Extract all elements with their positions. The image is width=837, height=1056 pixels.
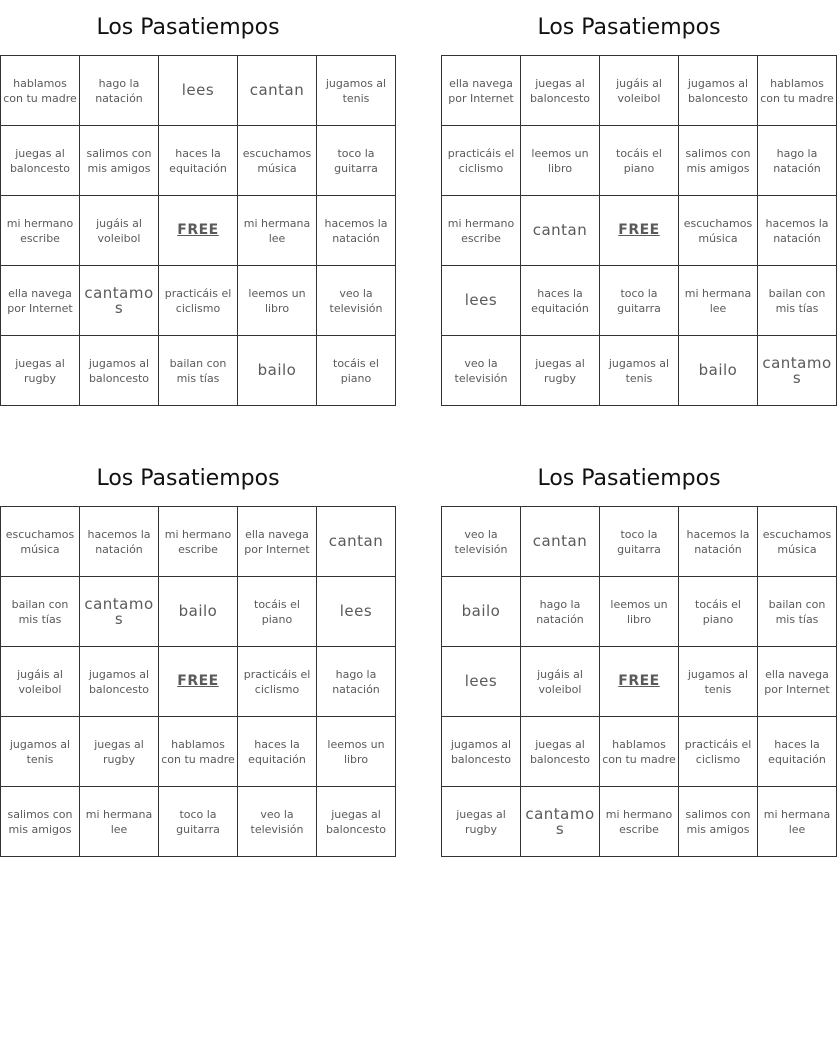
bingo-cell: lees <box>159 56 238 126</box>
bingo-cell: juegas al baloncesto <box>521 56 600 126</box>
grid-row <box>1 336 396 406</box>
bingo-cell: hacemos la natación <box>317 196 396 266</box>
bingo-cell: tocáis el piano <box>238 577 317 647</box>
bingo-cell: bailo <box>159 577 238 647</box>
bingo-cell: practicáis el ciclismo <box>442 126 521 196</box>
bingo-cell: cantamos <box>521 787 600 857</box>
bingo-cell: ella navega por Internet <box>442 56 521 126</box>
bingo-cell: hago la natación <box>80 56 159 126</box>
grid-row <box>442 126 837 196</box>
bingo-cell: tocáis el piano <box>317 336 396 406</box>
bingo-cell: hacemos la natación <box>80 507 159 577</box>
bingo-cell: juegas al rugby <box>442 787 521 857</box>
card-title: Los Pasatiempos <box>96 466 280 491</box>
bingo-cell: bailo <box>442 577 521 647</box>
bingo-cell: jugamos al tenis <box>600 336 679 406</box>
bingo-cell: jugáis al voleibol <box>521 647 600 717</box>
bingo-grid <box>0 55 396 406</box>
bingo-cell: hacemos la natación <box>679 507 758 577</box>
grid-row <box>1 266 396 336</box>
grid-row <box>442 196 837 266</box>
bingo-cell: salimos con mis amigos <box>1 787 80 857</box>
bingo-cell: salimos con mis amigos <box>80 126 159 196</box>
bingo-cell: lees <box>317 577 396 647</box>
bingo-cell: leemos un libro <box>521 126 600 196</box>
bingo-cell: mi hermano escribe <box>159 507 238 577</box>
bingo-cell: juegas al baloncesto <box>1 126 80 196</box>
bingo-cell: mi hermana lee <box>679 266 758 336</box>
bingo-cell: lees <box>442 647 521 717</box>
bingo-cell: mi hermano escribe <box>600 787 679 857</box>
bingo-cell: juegas al rugby <box>1 336 80 406</box>
bingo-cell: veo la televisión <box>442 507 521 577</box>
bingo-cell: bailan con mis tías <box>1 577 80 647</box>
grid-row <box>1 647 396 717</box>
bingo-cell: jugamos al baloncesto <box>80 336 159 406</box>
bingo-cell: bailo <box>238 336 317 406</box>
grid-row <box>442 787 837 857</box>
bingo-cell: juegas al baloncesto <box>521 717 600 787</box>
bingo-cell: toco la guitarra <box>600 266 679 336</box>
bingo-cell: practicáis el ciclismo <box>159 266 238 336</box>
bingo-cell: toco la guitarra <box>159 787 238 857</box>
bingo-cell: cantan <box>521 196 600 266</box>
bingo-cell: cantamos <box>80 266 159 336</box>
grid-row <box>442 56 837 126</box>
bingo-cell: jugamos al tenis <box>317 56 396 126</box>
bingo-cell: jugáis al voleibol <box>80 196 159 266</box>
card-title: Los Pasatiempos <box>96 15 280 40</box>
bingo-cell: jugamos al baloncesto <box>80 647 159 717</box>
bingo-cell: leemos un libro <box>317 717 396 787</box>
bingo-cell: cantan <box>521 507 600 577</box>
bingo-cell: hablamos con tu madre <box>159 717 238 787</box>
bingo-cell: ella navega por Internet <box>1 266 80 336</box>
grid-row <box>442 647 837 717</box>
card-title: Los Pasatiempos <box>537 15 721 40</box>
bingo-cell: haces la equitación <box>238 717 317 787</box>
bingo-cell: jugamos al baloncesto <box>442 717 521 787</box>
bingo-cell: haces la equitación <box>758 717 837 787</box>
bingo-cell: mi hermana lee <box>238 196 317 266</box>
bingo-cell: bailan con mis tías <box>758 577 837 647</box>
bingo-cell: jugáis al voleibol <box>600 56 679 126</box>
bingo-cell: hago la natación <box>317 647 396 717</box>
bingo-cell: salimos con mis amigos <box>679 126 758 196</box>
bingo-cell: bailo <box>679 336 758 406</box>
bingo-cell: mi hermano escribe <box>442 196 521 266</box>
bingo-cell: jugamos al baloncesto <box>679 56 758 126</box>
bingo-cell: toco la guitarra <box>317 126 396 196</box>
bingo-cell: leemos un libro <box>238 266 317 336</box>
bingo-cell: escuchamos música <box>1 507 80 577</box>
bingo-cell: veo la televisión <box>442 336 521 406</box>
bingo-cell: ella navega por Internet <box>238 507 317 577</box>
bingo-cell: escuchamos música <box>238 126 317 196</box>
bingo-cell: toco la guitarra <box>600 507 679 577</box>
bingo-cell: veo la televisión <box>238 787 317 857</box>
bingo-cell: bailan con mis tías <box>159 336 238 406</box>
bingo-cell: lees <box>442 266 521 336</box>
bingo-cell: hago la natación <box>521 577 600 647</box>
bingo-cell: hablamos con tu madre <box>1 56 80 126</box>
bingo-cell: mi hermana lee <box>758 787 837 857</box>
bingo-cell: practicáis el ciclismo <box>238 647 317 717</box>
card-title: Los Pasatiempos <box>537 466 721 491</box>
bingo-cell: cantamos <box>758 336 837 406</box>
bingo-cell: jugamos al tenis <box>1 717 80 787</box>
bingo-cell: cantamos <box>80 577 159 647</box>
bingo-cell: juegas al rugby <box>521 336 600 406</box>
bingo-cell: salimos con mis amigos <box>679 787 758 857</box>
bingo-cell: cantan <box>317 507 396 577</box>
bingo-cell: hablamos con tu madre <box>600 717 679 787</box>
grid-row <box>1 56 396 126</box>
free-space: FREE <box>600 196 679 266</box>
grid-row <box>1 507 396 577</box>
bingo-grid <box>441 55 837 406</box>
bingo-cell: tocáis el piano <box>679 577 758 647</box>
bingo-grid <box>441 506 837 857</box>
bingo-cell: cantan <box>238 56 317 126</box>
bingo-cell: hago la natación <box>758 126 837 196</box>
bingo-cell: haces la equitación <box>521 266 600 336</box>
grid-row <box>1 787 396 857</box>
grid-row <box>1 126 396 196</box>
bingo-cell: veo la televisión <box>317 266 396 336</box>
grid-row <box>1 717 396 787</box>
bingo-cell: juegas al baloncesto <box>317 787 396 857</box>
bingo-cell: haces la equitación <box>159 126 238 196</box>
bingo-cell: mi hermano escribe <box>1 196 80 266</box>
bingo-cell: hablamos con tu madre <box>758 56 837 126</box>
grid-row <box>442 266 837 336</box>
bingo-cell: leemos un libro <box>600 577 679 647</box>
bingo-cell: escuchamos música <box>758 507 837 577</box>
bingo-cell: ella navega por Internet <box>758 647 837 717</box>
bingo-grid <box>0 506 396 857</box>
bingo-cell: practicáis el ciclismo <box>679 717 758 787</box>
bingo-cell: mi hermana lee <box>80 787 159 857</box>
free-space: FREE <box>159 196 238 266</box>
grid-row <box>442 336 837 406</box>
grid-row <box>442 577 837 647</box>
grid-row <box>442 507 837 577</box>
bingo-cell: bailan con mis tías <box>758 266 837 336</box>
bingo-cell: jugáis al voleibol <box>1 647 80 717</box>
bingo-cell: tocáis el piano <box>600 126 679 196</box>
bingo-cell: juegas al rugby <box>80 717 159 787</box>
free-space: FREE <box>600 647 679 717</box>
bingo-cell: hacemos la natación <box>758 196 837 266</box>
free-space: FREE <box>159 647 238 717</box>
grid-row <box>1 577 396 647</box>
grid-row <box>1 196 396 266</box>
grid-row <box>442 717 837 787</box>
bingo-cell: jugamos al tenis <box>679 647 758 717</box>
bingo-cell: escuchamos música <box>679 196 758 266</box>
